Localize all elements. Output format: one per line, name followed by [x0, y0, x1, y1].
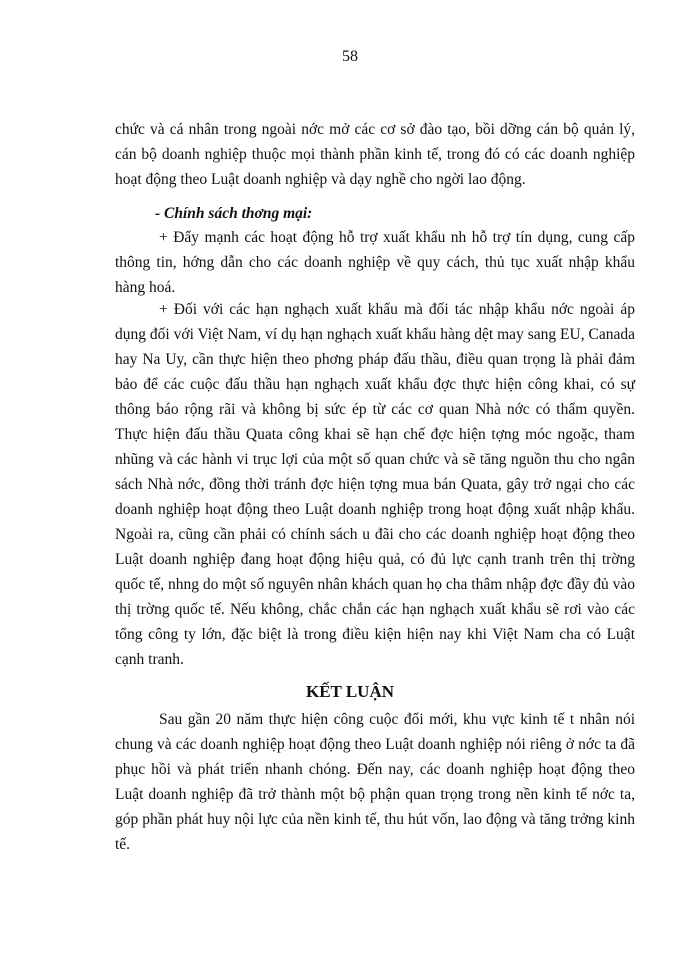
paragraph-text: chức và cá nhân trong ngoài nớc mở các cơ sở đào tạo, bồi dỡng cán bộ quản lý, cán bộ doanh nghiệp thuộc mọi thành phần kinh tế, trong đó có các doanh nghiệp hoạt động theo Luật doanh nghiệp và dạy nghề cho ngời lao động.	[115, 121, 635, 188]
conclusion-paragraph	[115, 707, 635, 857]
continuation-paragraph	[115, 117, 635, 192]
page-number: 58	[342, 48, 358, 65]
export-support-paragraph	[115, 225, 635, 300]
commerce-policy-heading	[115, 201, 635, 226]
section-heading: - Chính sách thơng mại:	[155, 205, 313, 222]
paragraph-text: + Đẩy mạnh các hoạt động hỗ trợ xuất khẩu nh hỗ trợ tín dụng, cung cấp thông tin, hớng dẫn cho các doanh nghiệp về quy cách, thủ tục xuất nhập khẩu hàng hoá.	[115, 229, 635, 296]
paragraph-text: + Đối với các hạn nghạch xuất khẩu mà đối tác nhập khẩu nớc ngoài áp dụng đối với Việt Nam, ví dụ hạn nghạch xuất khẩu hàng dệt may sang EU, Canada hay Na Uy, cần thực hiện theo phơng pháp đấu thầu, điều quan trọng là phải đảm bảo để các cuộc đấu thầu hạn nghạch xuất khẩu đợc thực hiện công khai, có sự thông báo rộng rãi và không bị sức ép từ các cơ quan Nhà nớc có thẩm quyền. Thực hiện đấu thầu Quata công khai sẽ hạn chế đợc hiện tợng móc ngoặc, tham nhũng và các hành vi trục lợi của một số quan chức và sẽ tăng nguồn thu cho ngân sách Nhà nớc, đồng thời tránh đợc hiện tợng mua bán Quata, gây trở ngại cho các doanh nghiệp hoạt động theo Luật doanh nghiệp trong hoạt động xuất nhập khẩu. Ngoài ra, cũng cần phải có chính sách u đãi cho các doanh nghiệp hoạt động theo Luật doanh nghiệp đang hoạt động hiệu quả, có đủ lực cạnh tranh trên thị trờng quốc tế, nhng do một số nguyên nhân khách quan họ cha thâm nhập đợc đầy đủ vào thị trờng quốc tế. Nếu không, chắc chắn các hạn nghạch xuất khẩu sẽ rơi vào các tổng công ty lớn, đặc biệt là trong điều kiện hiện nay khi Việt Nam cha có Luật cạnh tranh.	[115, 301, 635, 668]
paragraph-text: Sau gần 20 năm thực hiện công cuộc đổi mới, khu vực kinh tế t nhân nói chung và các doanh nghiệp hoạt động theo Luật doanh nghiệp nói riêng ở nớc ta đã phục hồi và phát triển nhanh chóng. Đến nay, các doanh nghiệp hoạt động theo Luật doanh nghiệp đã trở thành một bộ phận quan trọng trong nền kinh tế nớc ta, góp phần phát huy nội lực của nền kinh tế, thu hút vốn, lao động và tăng trởng kinh tế.	[115, 711, 635, 853]
quota-paragraph	[115, 297, 635, 672]
conclusion-title: KẾT LUẬN	[305, 682, 394, 701]
